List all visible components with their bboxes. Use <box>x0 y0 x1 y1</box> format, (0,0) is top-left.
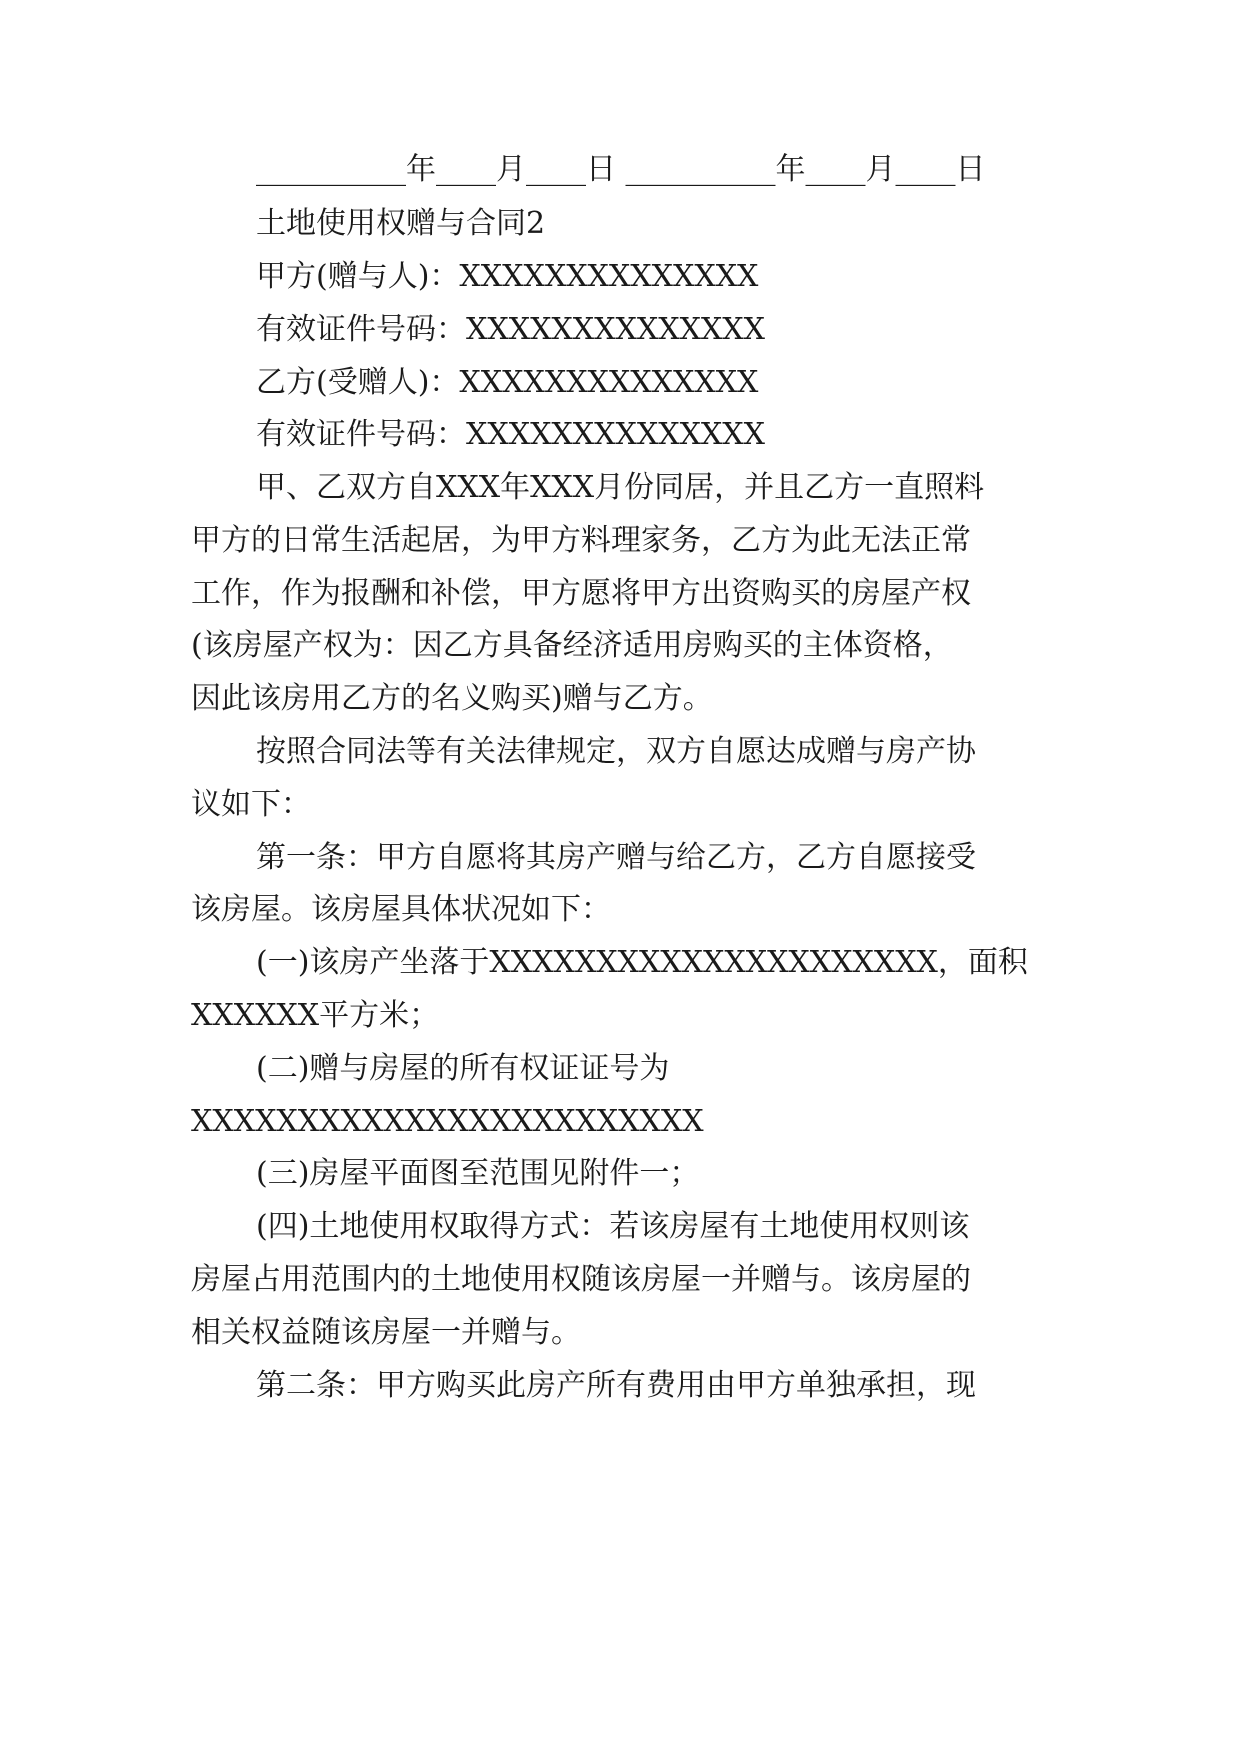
paragraph-1-line: 甲方的日常生活起居，为甲方料理家务，乙方为此无法正常 <box>191 523 971 558</box>
paragraph-2-line: 议如下： <box>191 787 311 822</box>
party-a-id-line: 有效证件号码：XXXXXXXXXXXXXX <box>256 312 766 347</box>
paragraph-1-line: 因此该房用乙方的名义购买)赠与乙方。 <box>191 681 713 716</box>
item-4-line: 相关权益随该房屋一并赠与。 <box>191 1315 581 1350</box>
item-1-line: (一)该房产坐落于XXXXXXXXXXXXXXXXXXXXX，面积 <box>256 945 1028 980</box>
paragraph-1-line: (该房屋产权为：因乙方具备经济适用房购买的主体资格， <box>191 628 953 663</box>
party-b-line: 乙方(受赠人)：XXXXXXXXXXXXXX <box>256 365 759 400</box>
date-line: __________年____月____日 __________年____月____日 <box>256 152 986 187</box>
item-3-line: (三)房屋平面图至范围见附件一； <box>256 1156 700 1191</box>
paragraph-2-line: 按照合同法等有关法律规定，双方自愿达成赠与房产协 <box>256 734 976 769</box>
party-b-id-line: 有效证件号码：XXXXXXXXXXXXXX <box>256 417 766 452</box>
party-a-line: 甲方(赠与人)：XXXXXXXXXXXXXX <box>256 259 759 294</box>
document-title: 土地使用权赠与合同2 <box>256 206 546 241</box>
article-1-line: 第一条：甲方自愿将其房产赠与给乙方，乙方自愿接受 <box>256 840 976 875</box>
article-1-line: 该房屋。该房屋具体状况如下： <box>191 892 611 927</box>
item-2-line: XXXXXXXXXXXXXXXXXXXXXXXX <box>191 1104 704 1139</box>
item-2-line: (二)赠与房屋的所有权证证号为 <box>256 1051 670 1086</box>
paragraph-1-line: 甲、乙双方自XXX年XXX月份同居，并且乙方一直照料 <box>256 470 985 505</box>
article-2-line: 第二条：甲方购买此房产所有费用由甲方单独承担，现 <box>256 1368 976 1403</box>
item-4-line: (四)土地使用权取得方式：若该房屋有土地使用权则该 <box>256 1209 970 1244</box>
item-4-line: 房屋占用范围内的土地使用权随该房屋一并赠与。该房屋的 <box>191 1262 971 1297</box>
item-1-line: XXXXXX平方米； <box>191 998 440 1033</box>
paragraph-1-line: 工作，作为报酬和补偿，甲方愿将甲方出资购买的房屋产权 <box>191 576 971 611</box>
